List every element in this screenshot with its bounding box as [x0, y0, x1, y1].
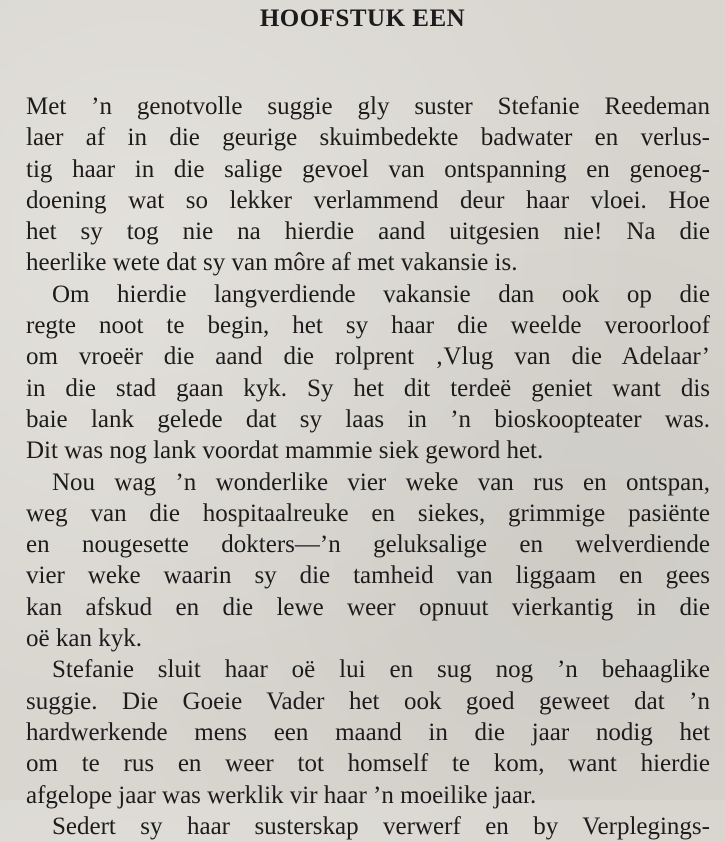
paragraph-first-line: Sedert sy haar susterskap verwerf en by Verplegings- [52, 812, 710, 840]
text-line: doening wat so lekker verlammend deur haar vloei. Hoe [26, 186, 710, 214]
chapter-title: HOOFSTUK EEN [259, 5, 466, 32]
text-line: laer af in die geurige skuimbedekte badwater en verlus- [26, 124, 710, 152]
text-line: het sy tog nie na hierdie aand uitgesien nie! Na die [26, 218, 710, 246]
text-line: Met ’n genotvolle suggie gly suster Stefanie Reedeman [26, 93, 710, 120]
text-line: en nougesette dokters—’n geluksalige en welverdiende [26, 531, 710, 559]
text-line: afgelope jaar was werklik vir haar ’n moeilike jaar. [26, 781, 537, 809]
paragraph-first-line: Stefanie sluit haar oë lui en sug nog ’n behaaglike [52, 656, 710, 684]
text-line: om vroeër die aand die rolprent ‚Vlug van die Adelaar’ [26, 343, 710, 371]
text-line: om te rus en weer tot homself te kom, want hierdie [26, 750, 710, 778]
text-line: suggie. Die Goeie Vader het ook goed geweet dat ’n [26, 687, 710, 715]
text-line: baie lank gelede dat sy laas in ’n bioskoopteater was. [26, 405, 710, 433]
text-line: heerlike wete dat sy van môre af met vakansie is. [26, 249, 518, 277]
paragraph-first-line: Nou wag ’n wonderlike vier weke van rus en ontspan, [52, 468, 710, 496]
text-line: vier weke waarin sy die tamheid van liggaam en gees [26, 562, 710, 590]
paragraph-first-line: Om hierdie langverdiende vakansie dan ook op die [52, 280, 710, 308]
text-line: regte noot te begin, het sy haar die weelde veroorloof [26, 312, 710, 340]
text-line: in die stad gaan kyk. Sy het dit terdeë geniet want dis [26, 374, 710, 402]
text-line: hardwerkende mens een maand in die jaar nodig het [26, 718, 710, 746]
text-line: kan afskud en die lewe weer opnuut vierkantig in die [26, 593, 710, 621]
body-text [26, 91, 710, 842]
text-line: Dit was nog lank voordat mammie siek geword het. [26, 437, 544, 465]
text-line: oë kan kyk. [26, 625, 142, 653]
text-line: weg van die hospitaalreuke en siekes, grimmige pasiënte [26, 499, 710, 527]
text-line: tig haar in die salige gevoel van ontspanning en genoeg- [26, 155, 710, 183]
